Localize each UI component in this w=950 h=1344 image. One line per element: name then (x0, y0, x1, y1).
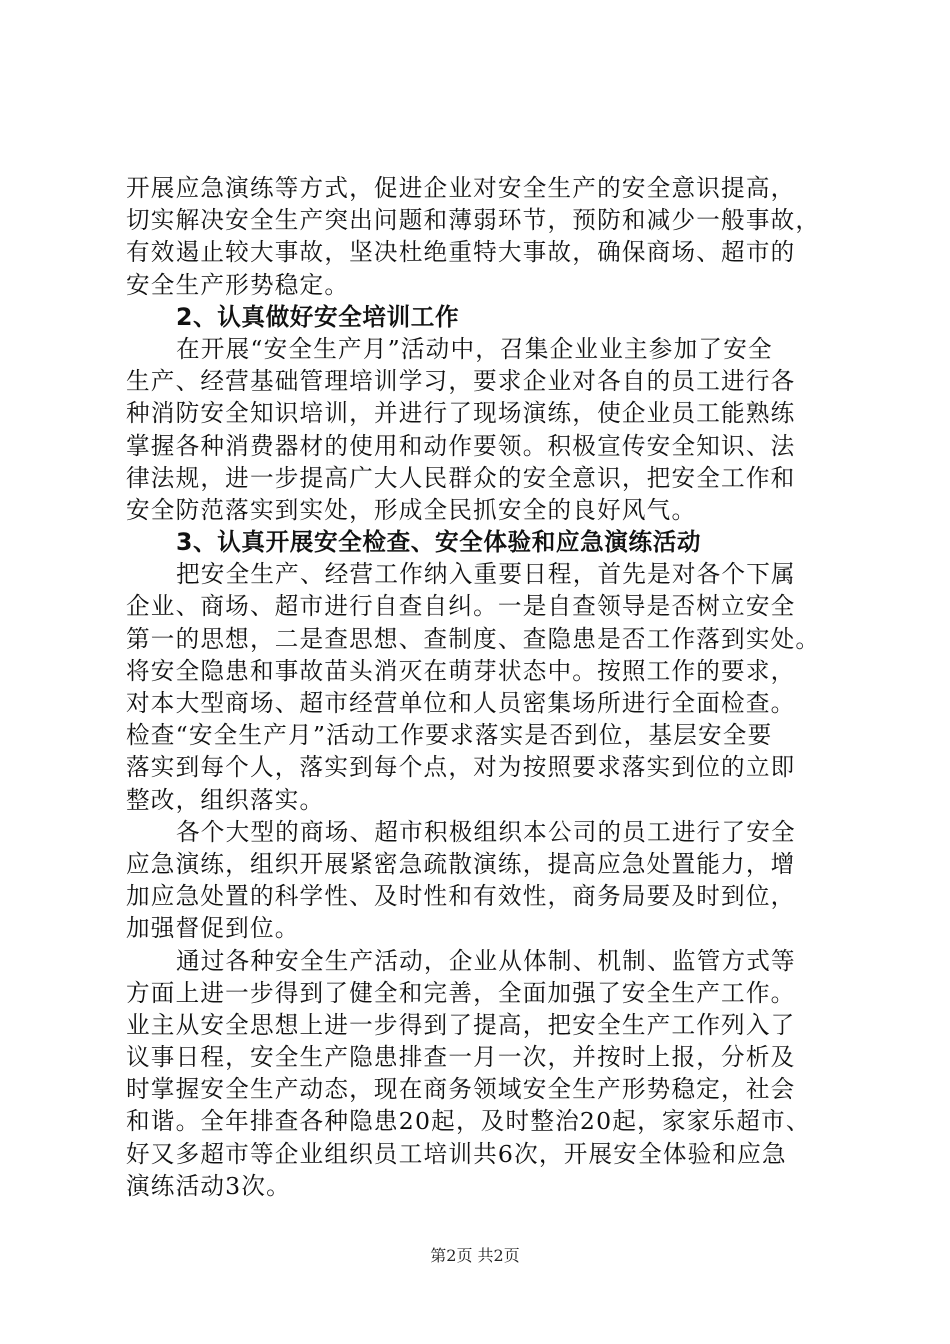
text-line: 议事日程，安全生产隐患排查一月一次，并按时上报，分析及 (126, 1043, 796, 1072)
text-line: 安全生产形势稳定。 (126, 270, 350, 299)
text-line: 业主从安全思想上进一步得到了提高，把安全生产工作列入了 (126, 1010, 796, 1039)
text-line: 通过各种安全生产活动，企业从体制、机制、监管方式等 (176, 946, 796, 975)
text-line: 好又多超市等企业组织员工培训共6次，开展安全体验和应急 (126, 1139, 787, 1168)
text-line: 将安全隐患和事故苗头消灭在萌芽状态中。按照工作的要求， (126, 656, 796, 685)
text-line: 加强督促到位。 (126, 914, 300, 943)
section-heading: 3、认真开展安全检查、安全体验和应急演练活动 (176, 528, 702, 557)
text-line: 种消防安全知识培训，并进行了现场演练，使企业员工能熟练 (126, 399, 796, 428)
text-line: 安全防范落实到实处，形成全民抓安全的良好风气。 (126, 495, 697, 524)
text-line: 切实解决安全生产突出问题和薄弱环节，预防和减少一般事故， (126, 206, 821, 235)
body-text (126, 172, 846, 1202)
text-line: 方面上进一步得到了健全和完善，全面加强了安全生产工作。 (126, 978, 796, 1007)
text-line: 加应急处置的科学性、及时性和有效性，商务局要及时到位， (126, 882, 796, 911)
text-line: 时掌握安全生产动态，现在商务领域安全生产形势稳定，社会 (126, 1075, 796, 1104)
text-line: 企业、商场、超市进行自查自纠。一是自查领导是否树立安全 (126, 592, 796, 621)
text-line: 掌握各种消费器材的使用和动作要领。积极宣传安全知识、法 (126, 431, 796, 460)
text-line: 整改，组织落实。 (126, 785, 325, 814)
text-line: 生产、经营基础管理培训学习，要求企业对各自的员工进行各 (126, 367, 796, 396)
text-line: 各个大型的商场、超市积极组织本公司的员工进行了安全 (176, 817, 796, 846)
text-line: 开展应急演练等方式，促进企业对安全生产的安全意识提高， (126, 174, 796, 202)
text-line: 把安全生产、经营工作纳入重要日程，首先是对各个下属 (176, 560, 796, 589)
text-line: 律法规，进一步提高广大人民群众的安全意识，把安全工作和 (126, 463, 796, 492)
text-line: 对本大型商场、超市经营单位和人员密集场所进行全面检查。 (126, 689, 796, 717)
text-line: 在开展“安全生产月”活动中，召集企业业主参加了安全 (176, 334, 773, 363)
text-line: 检查“安全生产月”活动工作要求落实是否到位，基层安全要 (126, 721, 773, 750)
text-line: 演练活动3次。 (126, 1171, 291, 1200)
text-line: 落实到每个人，落实到每个点，对为按照要求落实到位的立即 (126, 753, 796, 782)
text-line: 有效遏止较大事故，坚决杜绝重特大事故，确保商场、超市的 (126, 238, 796, 267)
text-line: 第一的思想，二是查思想、查制度、查隐患是否工作落到实处。 (126, 624, 821, 653)
page-footer: 第2页 共2页 (430, 1246, 520, 1265)
text-line: 和谐。全年排查各种隐患20起，及时整治20起，家家乐超市、 (126, 1107, 811, 1136)
text-line: 应急演练，组织开展紧密急疏散演练，提高应急处置能力，增 (126, 849, 796, 878)
section-heading: 2、认真做好安全培训工作 (176, 302, 460, 331)
